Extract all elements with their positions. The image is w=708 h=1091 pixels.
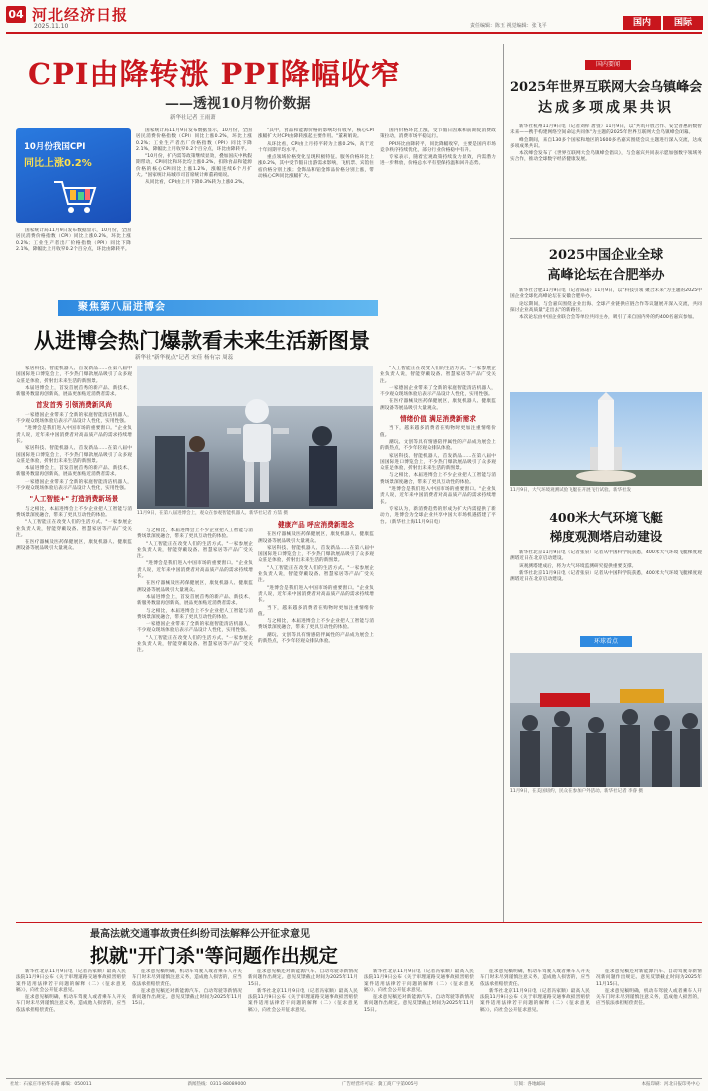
bottom-headline: 拟就"开门杀"等问题作出规定 xyxy=(90,945,338,967)
story3-headline-1: 400米大气环境飞艇 xyxy=(549,510,663,525)
story2-headline-1: 2025中国企业全球 xyxy=(548,248,664,263)
expo-subhead-1: 首发首秀 引领消费新风尚 xyxy=(35,401,113,410)
shopping-cart-icon xyxy=(50,176,100,220)
bottom-col1: 新华社北京11月9日电（记者冯家顺）最高人民法院11月9日公布《关于审理道路交通事故损害赔偿案件适用法律若干问题的解释（二）（征求意见稿）》，向社会公开征求意见。 征求意见稿明确，机动车驾驶人或者乘车人开关车门时未尽到谨慎注意义务，造成他人损害的，应当依法承担赔偿责任。 xyxy=(16,969,126,1013)
crowd-photo xyxy=(510,653,702,787)
lead-body-col0: 国家统计局11月9日发布数据显示，10月份，全国居民消费价格指数（CPI）同比上涨0.2%，环比上涨0.2%；工业生产者出厂价格指数（PPI）同比下降2.1%，降幅比上月收窄0.2个百分点，环比由降转平。 xyxy=(16,228,131,252)
footer-address: 社址：石家庄市裕华东路 邮编：050011 xyxy=(10,1082,92,1087)
expo-byline: 新华社"新华视点"记者 宋佳 杨有宗 周蕊 xyxy=(135,355,234,361)
footer-hotline: 新闻热线：0311-88089000 xyxy=(187,1082,247,1087)
footer-subscribe: 订阅：各地邮局 xyxy=(514,1082,546,1087)
footer xyxy=(10,1081,700,1087)
story1-headline-2: 达成多项成果共识 xyxy=(538,100,674,116)
section-tab-intl[interactable]: 国际 xyxy=(663,16,703,30)
crowd-icon xyxy=(510,653,702,787)
crowd-caption: 11月9日，在美国纽约，民众在参加户外活动。新华社记者 李睿 摄 xyxy=(510,789,643,794)
cpi-badge-line2: 同比上涨0.2% xyxy=(24,158,92,169)
lead-byline: 新华社记者 王雨萧 xyxy=(170,115,216,121)
paper-name: 河北经济日报 xyxy=(32,6,129,24)
section-tab-domestic[interactable]: 国内 xyxy=(623,16,661,30)
bottom-kicker: 最高法就交通事故责任纠纷司法解释公开征求意见 xyxy=(90,929,310,940)
lead-body-col1: 国家统计局11月9日发布数据显示，10月份，全国居民消费价格指数（CPI）同比上涨0.2%，环比上涨0.2%；工业生产者出厂价格指数（PPI）同比下降2.1%，降幅比上月收窄0.2个百分点，环比由降转平。 "10月份，扩内需等政策继续显效，叠加国庆中秋假期带动，CPI同比和环比均上涨0.2%，扣除食品和能源价格的核心CPI同比上涨1.2%，涨幅连续6个月扩大。"国家统计局城市司首席统计师董莉娟说。 从同比看，CPI由上月下降0.3%转为上涨0.2%。 xyxy=(136,128,252,186)
bottom-rule xyxy=(16,922,702,923)
story1-headline-1: 2025年世界互联网大会乌镇峰会 xyxy=(510,80,703,95)
cpi-badge xyxy=(16,128,131,223)
bottom-col6: 征求意见稿还对新能源汽车、自动驾驶等新情况新问题作出规定。意见反馈截止时间为2025年11月15日。 征求意见稿明确，机动车驾驶人或者乘车人开关车门时未尽到谨慎注意义务，造成他人损害的，应当依法承担赔偿责任。 xyxy=(596,969,702,1007)
masthead-rule xyxy=(6,32,702,34)
story2-body: 新华社合肥11月9日电（记者陈诺）11月9日，以"科技引领 聚合未来"为主题的2025中国企业全球化高峰论坛在安徽合肥举办。 论坛期间，与会嘉宾围绕企业出海、全球产业链供应链合作等议题展开深入交流，共同探讨企业高质量"走出去"的新路径。 本次论坛由中国企业联合会等单位共同主办，吸引了来自国内外的约400名嘉宾参加。 xyxy=(510,288,702,321)
bottom-col4: 新华社北京11月9日电（记者冯家顺）最高人民法院11月9日公布《关于审理道路交通事故损害赔偿案件适用法律若干问题的解释（二）（征求意见稿）》，向社会公开征求意见。 征求意见稿还对新能源汽车、自动驾驶等新情况新问题作出规定。意见反馈截止时间为2025年11月15日。 xyxy=(364,969,474,1013)
story1-body: 新华社杭州11月9日电（记者刘梓 唐弢）11月9日，以"共筑开放合作、安全普惠的数智未来——携手构建网络空间命运共同体"为主题的2025年世界互联网大会乌镇峰会闭幕。 峰会期间，来自130多个国家和地区的1600多名嘉宾围绕会议主题进行深入交流，达成多项成果共识。 本次峰会发布了《世界互联网大会乌镇峰会倡议》，与会嘉宾共同表示愿加强数字领域务实合作，推动全球数字经济健康发展。 xyxy=(510,124,702,163)
airship-icon xyxy=(510,392,702,486)
robot-icon xyxy=(137,366,373,509)
footer-ad-license: 广告经营许可证：冀工商广字第005号 xyxy=(342,1082,419,1087)
expo-col4: "人工智能正在改变人们的生活方式。"一家参展企业负责人说，智能穿戴设备、智慧家居等产品广受关注。 一家德国企业带来了全新的家庭智能清洁机器人，不少观众现场体验后表示产品设计人性化，实用性强。 在医疗器械及医药保健展区，康复机器人、健康监测设备等展品吸引大量观众。 情绪价值 满足消费新需求 当下，越来越多消费者在购物时更加注重情绪价值。 潮玩、文创等具有情感陪伴属性的产品成为展会上的新热点，不少年轻观众排队体验。 家居科技、智能机器人、首发新品……在第八届中国国际进口博览会上，不少热门爆款展品吸引了众多观众驻足体验，折射出未来生活的新图景。 与之相比，本届进博会上不少企业把人工智能与消费场景深度融合，带来了更具互动性的体验。 "进博会是我们进入中国市场的重要窗口。"企业负责人说，近年来中国消费者对高品质产品的需求持续增长。 专家认为，新消费趋势的形成为扩大内需提供了新动力，进博会为全球企业共享中国大市场机遇搭建了平台。（新华社上海11月9日电） xyxy=(380,366,496,525)
story3-body: 新华社北京11月9日电（记者张泉）记者从中国科学院获悉，400米大气环境飞艇梯度观测塔近日在北京启动建设。 该观测塔建成后，将为大气环境监测研究提供重要支撑。 新华社北京11月9日电（记者张泉）记者从中国科学院获悉，400米大气环境飞艇梯度观测塔近日在北京启动建设。 xyxy=(510,550,702,583)
bottom-col2: 征求意见稿明确，机动车驾驶人或者乘车人开关车门时未尽到谨慎注意义务，造成他人损害的，应当依法承担赔偿责任。 征求意见稿还对新能源汽车、自动驾驶等新情况新问题作出规定。意见反馈截止时间为2025年11月15日。 xyxy=(132,969,242,1007)
editor-line: 责任编辑：陈玉 视觉编辑：张飞平 xyxy=(470,23,547,29)
bottom-col3: 征求意见稿还对新能源汽车、自动驾驶等新情况新问题作出规定。意见反馈截止时间为2025年11月15日。 新华社北京11月9日电（记者冯家顺）最高人民法院11月9日公布《关于审理道路交通事故损害赔偿案件适用法律若干问题的解释（二）（征求意见稿）》，向社会公开征求意见。 xyxy=(248,969,358,1013)
airship-caption: 11月9日，大气环境观测试验飞艇在开展飞行试验。新华社发 xyxy=(510,488,632,493)
airship-photo xyxy=(510,392,702,486)
expo-col1: 家居科技、智能机器人、首发新品……在第八届中国国际进口博览会上，不少热门爆款展品吸引了众多观众驻足体验，折射出未来生活的新图景。 本届进博会上，首发首展首秀的新产品、新技术、新服务数量再创新高，展品更加贴近消费者需求。 首发首秀 引领消费新风尚 一家德国企业带来了全新的家庭智能清洁机器人，不少观众现场体验后表示产品设计人性化，实用性强。 "进博会是我们进入中国市场的重要窗口。"企业负责人说，近年来中国消费者对高品质产品的需求持续增长。 家居科技、智能机器人、首发新品……在第八届中国国际进口博览会上，不少热门爆款展品吸引了众多观众驻足体验，折射出未来生活的新图景。 本届进博会上，首发首展首秀的新产品、新技术、新服务数量再创新高，展品更加贴近消费者需求。 一家德国企业带来了全新的家庭智能清洁机器人，不少观众现场体验后表示产品设计人性化，实用性强。 "人工智能+" 打造消费新场景 与之相比，本届进博会上不少企业把人工智能与消费场景深度融合，带来了更具互动性的体验。 "人工智能正在改变人们的生活方式。"一家参展企业负责人说，智能穿戴设备、智慧家居等产品广受关注。 在医疗器械及医药保健展区，康复机器人、健康监测设备等展品吸引大量观众。 xyxy=(16,366,132,552)
right-section-label: 国内要闻 xyxy=(585,60,631,70)
lead-subhead: ——透视10月物价数据 xyxy=(165,96,311,112)
expo-subhead-2: "人工智能+" 打造消费新场景 xyxy=(29,495,119,504)
lead-body-col2: "其中，食品和能源价格的影响均有收窄，核心CPI涨幅扩大对CPI由降转涨起主要作用。"董莉娟说。 从环比看，CPI由上月持平转为上涨0.2%，高于近十年同期平均水平。 重点领域价格变化呈现积极特征。服务价格环比上涨0.2%，其中受节假日出游需求影响，飞机票、宾馆住宿价格分别上涨；金饰品和铂金饰品价格分别上涨，带动核心CPI同比涨幅扩大。 xyxy=(258,128,374,180)
expo-subhead-4: 情绪价值 满足消费新需求 xyxy=(399,415,477,424)
cpi-badge-line1: 10月份我国CPI xyxy=(24,142,86,152)
global-section-label: 环球看点 xyxy=(580,636,632,647)
lead-headline: CPI由降转涨 PPI降幅收窄 xyxy=(28,57,401,91)
issue-date: 2025.11.10 xyxy=(34,23,69,30)
expo-photo-caption: 11月9日，在第八届进博会上，观众在参观智能机器人。新华社记者 方喆 摄 xyxy=(137,511,288,516)
expo-col3: 健康产品 呼应消费新理念 在医疗器械及医药保健展区，康复机器人、健康监测设备等展品吸引大量观众。 家居科技、智能机器人、首发新品……在第八届中国国际进口博览会上，不少热门爆款展品吸引了众多观众驻足体验，折射出未来生活的新图景。 "人工智能正在改变人们的生活方式。"一家参展企业负责人说，智能穿戴设备、智慧家居等产品广受关注。 "进博会是我们进入中国市场的重要窗口。"企业负责人说，近年来中国消费者对高品质产品的需求持续增长。 当下，越来越多消费者在购物时更加注重情绪价值。 与之相比，本届进博会上不少企业把人工智能与消费场景深度融合，带来了更具互动性的体验。 潮玩、文创等具有情感陪伴属性的产品成为展会上的新热点，不少年轻观众排队体验。 xyxy=(258,521,374,645)
page-number: 04 xyxy=(6,6,26,23)
expo-col2: 与之相比，本届进博会上不少企业把人工智能与消费场景深度融合，带来了更具互动性的体验。 "人工智能正在改变人们的生活方式。"一家参展企业负责人说，智能穿戴设备、智慧家居等产品广受关注。 "进博会是我们进入中国市场的重要窗口。"企业负责人说，近年来中国消费者对高品质产品的需求持续增长。 在医疗器械及医药保健展区，康复机器人、健康监测设备等展品吸引大量观众。 本届进博会上，首发首展首秀的新产品、新技术、新服务数量再创新高，展品更加贴近消费者需求。 与之相比，本届进博会上不少企业把人工智能与消费场景深度融合，带来了更具互动性的体验。 一家德国企业带来了全新的家庭智能清洁机器人，不少观众现场体验后表示产品设计人性化，实用性强。 "人工智能正在改变人们的生活方式。"一家参展企业负责人说，智能穿戴设备、智慧家居等产品广受关注。 xyxy=(137,528,253,654)
story2-headline-2: 高峰论坛在合肥举办 xyxy=(547,268,665,283)
expo-banner: 聚焦第八届进博会 xyxy=(58,300,378,316)
right-divider-1 xyxy=(510,238,702,239)
expo-headline: 从进博会热门爆款看未来生活新图景 xyxy=(34,328,370,353)
column-divider xyxy=(503,44,504,922)
expo-photo xyxy=(137,366,373,509)
lead-body-col3: 国内价格环比上涨，受节假日因素和前期促消费政策拉动，消费市场平稳运行。 PPI环比由降转平，同比降幅收窄，主要是国内市场竞争秩序持续优化，部分行业价格稳中有升。 专家表示，随着宏观政策持续发力显效，内需潜力进一步释放，价格总水平有望保持温和回升态势。 xyxy=(380,128,496,167)
expo-subhead-3: 健康产品 呼应消费新理念 xyxy=(277,521,355,529)
story3-headline-2: 梯度观测塔启动建设 xyxy=(549,529,663,544)
bottom-col5: 征求意见稿明确，机动车驾驶人或者乘车人开关车门时未尽到谨慎注意义务，造成他人损害的，应当依法承担赔偿责任。 新华社北京11月9日电（记者冯家顺）最高人民法院11月9日公布《关于审理道路交通事故损害赔偿案件适用法律若干问题的解释（二）（征求意见稿）》，向社会公开征求意见。 xyxy=(480,969,590,1013)
footer-rule xyxy=(6,1078,702,1079)
footer-printer: 本报印刷：河北日报印务中心 xyxy=(641,1082,700,1087)
